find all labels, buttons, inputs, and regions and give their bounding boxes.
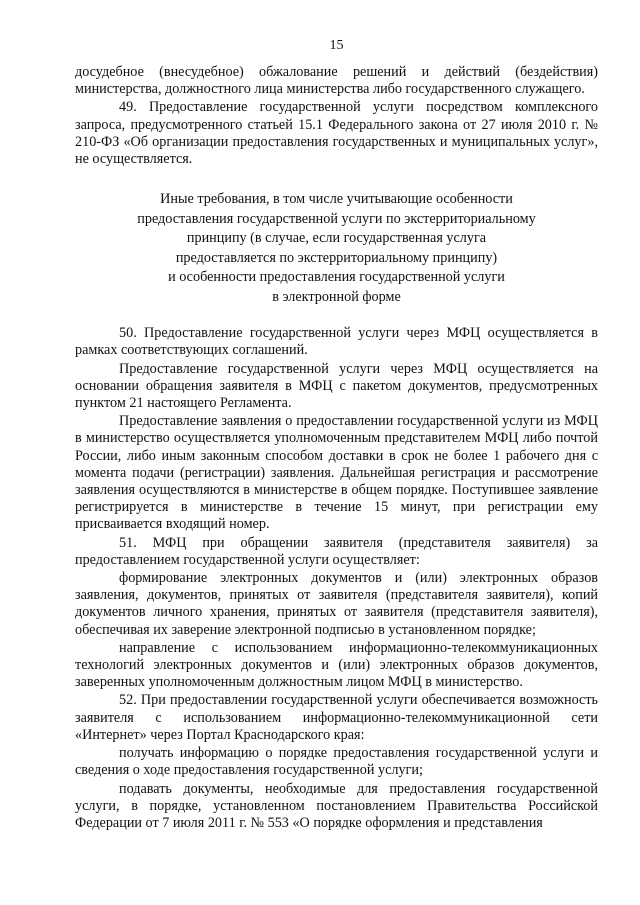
heading-line: Иные требования, в том числе учитывающие особенности (160, 191, 513, 208)
heading-line: предоставления государственной услуги по экстерриториальному (137, 210, 536, 227)
paragraph: Предоставление государственной услуги через МФЦ осуществляется на основании обращения заявителя в МФЦ с пакетом документов, предусмотренных пунктом 21 настоящего Регламента. (75, 360, 598, 412)
heading-line: и особенности предоставления государственной услуги (168, 269, 505, 286)
paragraph: 52. При предоставлении государственной услуги обеспечивается возможность заявителя с использованием информационно-телекоммуникационной сети «Интернет» через Портал Краснодарского края: (75, 692, 598, 743)
paragraph: 51. МФЦ при обращении заявителя (представителя заявителя) за предоставлением государственной услуги осуществляет: (75, 534, 598, 568)
paragraph: формирование электронных документов и (или) электронных образов заявления, документов, принятых от заявителя (представителя заявителя), копий документов личного хранения, принятых от заявителя (представителя заявителя), обеспечивая их заверение электронной подписью в установленном порядке; (75, 570, 598, 638)
heading-line: принципу (в случае, если государственная услуга (186, 230, 487, 247)
page-number: 15 (329, 38, 344, 53)
paragraph: 49. Предоставление государственной услуги посредством комплексного запроса, предусмотренного статьей 15.1 Федерального закона от 27 июля 2010 г. № 210-ФЗ «Об организации предоставления государственных и муниципальных услуг», не осуществляется. (75, 99, 598, 168)
section-heading (75, 190, 598, 307)
paragraph: 50. Предоставление государственной услуги через МФЦ осуществляется в рамках соответствующих соглашений. (75, 325, 598, 359)
paragraph: Предоставление заявления о предоставлении государственной услуги из МФЦ в министерство осуществляется уполномоченным представителем МФЦ либо почтой России, либо иным законным способом доставки в срок не более 1 рабочего дня с момента подачи (регистрации) заявления. Дальнейшая регистрация и рассмотрение заявления осуществляются в министерстве в общем порядке. Поступившее заявление регистрируется в министерстве в течение 15 минут, при регистрации ему присваивается входящий номер. (75, 413, 598, 533)
heading-line: в электронной форме (272, 288, 401, 305)
paragraph: подавать документы, необходимые для предоставления государственной услуги, в порядке, установленном постановлением Правительства Российской Федерации от 7 июля 2011 г. № 553 «О порядке оформления и представления (75, 780, 598, 831)
heading-line: предоставляется по экстерриториальному принципу) (175, 249, 498, 266)
paragraph: получать информацию о порядке предоставления государственной услуги и сведения о ходе предоставления государственной услуги; (75, 745, 598, 779)
paragraph: досудебное (внесудебное) обжалование решений и действий (бездействия) министерства, должностного лица министерства либо государственного служащего. (75, 64, 598, 98)
paragraph: направление с использованием информационно-телекоммуникационных технологий электронных документов и (или) электронных образов документов, заверенных уполномоченным должностным лицом МФЦ в министерство. (75, 639, 598, 691)
